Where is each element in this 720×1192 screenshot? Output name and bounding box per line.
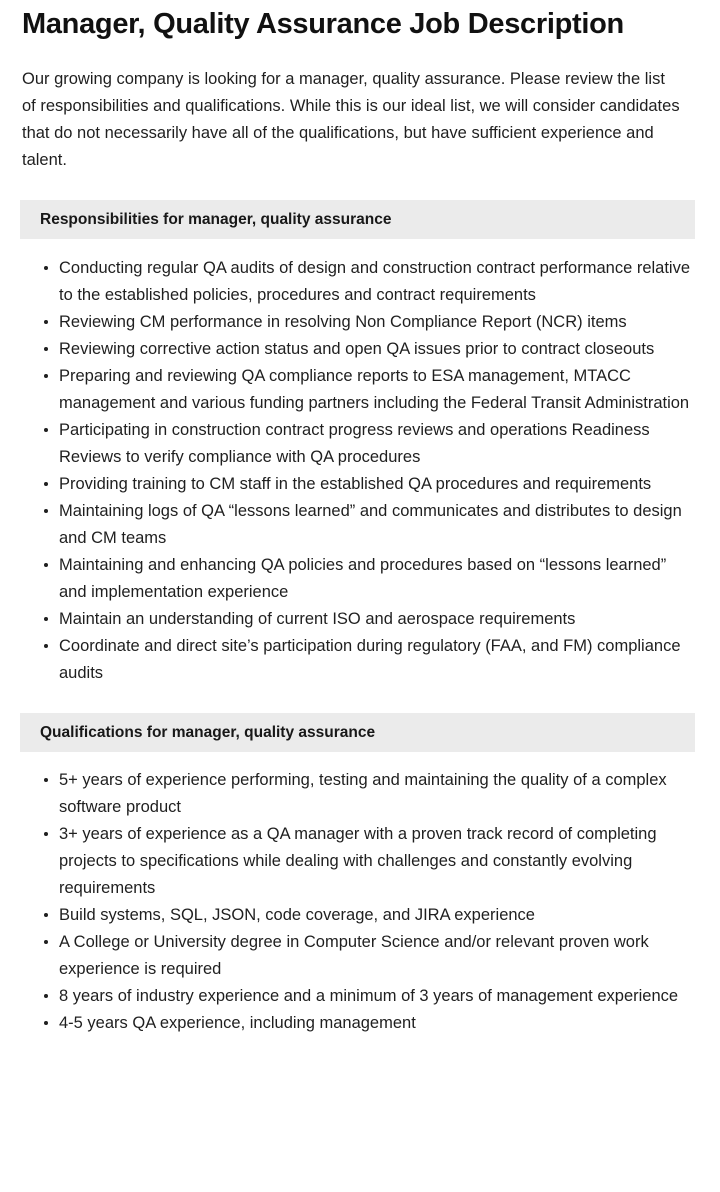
list-item: A College or University degree in Computer Science and/or relevant proven work experience is required — [44, 929, 695, 983]
intro-paragraph: Our growing company is looking for a manager, quality assurance. Please review the list of responsibilities and qualifications. While this is our ideal list, we will consider candidates that do not necessarily have all of the qualifications, but have sufficient experience and talent. — [22, 70, 680, 169]
qualifications-section-header — [20, 713, 695, 752]
list-item: 4-5 years QA experience, including management — [44, 1010, 695, 1037]
list-item: Maintain an understanding of current ISO and aerospace requirements — [44, 606, 695, 633]
qualifications-heading: Qualifications for manager, quality assurance — [40, 723, 376, 741]
list-item: Conducting regular QA audits of design and construction contract performance relative to the established policies, procedures and contract requirements — [44, 255, 695, 309]
responsibilities-heading: Responsibilities for manager, quality assurance — [40, 210, 392, 228]
page-title: Manager, Quality Assurance Job Description — [22, 8, 624, 40]
list-item: Reviewing CM performance in resolving Non Compliance Report (NCR) items — [44, 309, 695, 336]
responsibilities-section-header — [20, 200, 695, 239]
list-item: Preparing and reviewing QA compliance reports to ESA management, MTACC management and various funding partners including the Federal Transit Administration — [44, 363, 695, 417]
responsibilities-list — [0, 239, 720, 687]
list-item: Build systems, SQL, JSON, code coverage, and JIRA experience — [44, 902, 695, 929]
list-item: 3+ years of experience as a QA manager with a proven track record of completing projects to specifications while dealing with challenges and constantly evolving requirements — [44, 821, 695, 902]
list-item: 5+ years of experience performing, testing and maintaining the quality of a complex software product — [44, 767, 695, 821]
qualifications-list — [0, 752, 720, 1037]
list-item: Reviewing corrective action status and open QA issues prior to contract closeouts — [44, 336, 695, 363]
list-item: 8 years of industry experience and a minimum of 3 years of management experience — [44, 983, 695, 1010]
list-item: Participating in construction contract progress reviews and operations Readiness Reviews to verify compliance with QA procedures — [44, 417, 695, 471]
list-item: Coordinate and direct site’s participation during regulatory (FAA, and FM) compliance audits — [44, 633, 695, 687]
list-item: Maintaining and enhancing QA policies and procedures based on “lessons learned” and implementation experience — [44, 552, 695, 606]
list-item: Maintaining logs of QA “lessons learned” and communicates and distributes to design and CM teams — [44, 498, 695, 552]
list-item: Providing training to CM staff in the established QA procedures and requirements — [44, 471, 695, 498]
